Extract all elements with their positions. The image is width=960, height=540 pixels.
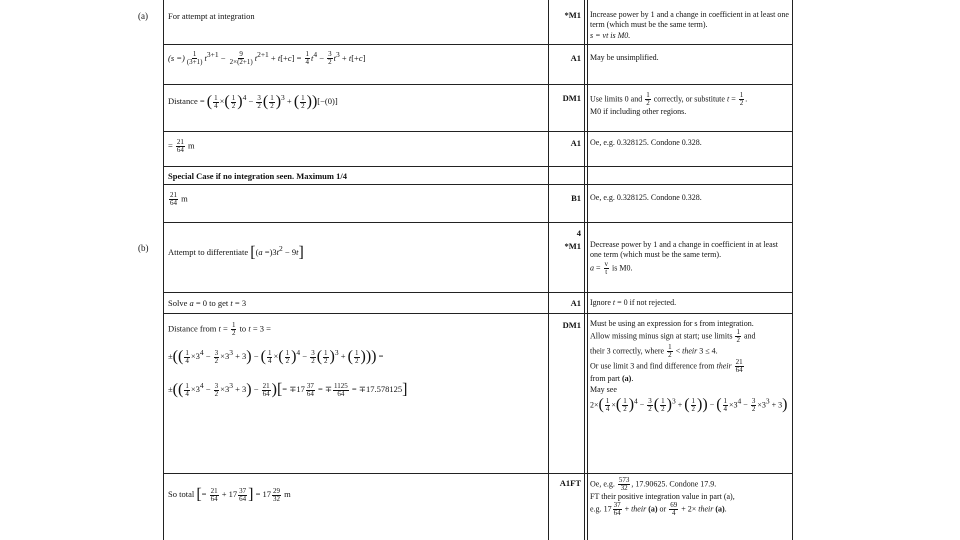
column-divider-guidance bbox=[587, 0, 588, 540]
part-a-total: 4 bbox=[576, 228, 581, 238]
mark-a1ft: A1FT bbox=[559, 478, 581, 488]
method-distance-range: Distance from t = $\frac{1}{2}$ to t = 3 = bbox=[168, 321, 271, 337]
row-divider bbox=[163, 184, 793, 185]
special-case-heading: Special Case if no integration seen. Maximum 1/4 bbox=[168, 171, 347, 181]
guidance-integration-expression: Must be using an expression for s from integration. Allow missing minus sign at start; use limits $\frac{1}{2}$ and their 3 correctly, where $\frac{1}{2}$ < their 3 ≤ 4. Or use limit 3 and find difference from their $\frac{21}{64}$ from part (a). May see 2×( $\frac{1}{4}$ ×( $\frac{1}{2}$ )$^4$ − $\frac{3}{2}$ ( $\frac{1}{2}$ )$^3$ + ( $\frac{1}{2}$ )) − ( $\frac{1}{4}$ $\times 3^4$ − $\frac{3}{2}$ $\times 3^3 + 3$) bbox=[590, 319, 788, 414]
part-a-label: (a) bbox=[138, 11, 148, 21]
method-differentiate: Attempt to differentiate $[(a =)3t^2 - 9t]$ bbox=[168, 244, 304, 261]
part-b-label: (b) bbox=[138, 243, 149, 253]
mark-a1: A1 bbox=[570, 298, 581, 308]
guidance-ignore: Ignore t = 0 if not rejected. bbox=[590, 298, 677, 307]
answer-a-special: $\frac{21}{64}$ m bbox=[170, 191, 188, 207]
column-divider-marks-right bbox=[584, 0, 585, 540]
mark-b1: B1 bbox=[571, 193, 581, 203]
method-integrated-expression: (s =) $\frac{1}{(3+1)}$ $t^{3+1}$ − $\frac{9}{2\times(2+1)}$ $t^{2+1} + t[+c]$ = $\frac{1}{4}$ $t^4$ − $\frac{3}{2}$ $t^3 + t[+c]$ bbox=[168, 50, 366, 67]
mark-m1: *M1 bbox=[564, 241, 581, 251]
row-divider bbox=[163, 473, 793, 474]
answer-a: = $\frac{21}{64}$ m bbox=[168, 138, 195, 154]
guidance-increase-power: Increase power by 1 and a change in coefficient in at least one term (which must be the same term). s = vt is M0. bbox=[590, 10, 789, 40]
mark-dm1: DM1 bbox=[562, 93, 581, 103]
method-distance-expression: Distance = ( $\frac{1}{4}$ ×( $\frac{1}{2}$ )$^4$ − $\frac{3}{2}$ ( $\frac{1}{2}$ )$^3$ + ( $\frac{1}{2}$ ))[−(0)] bbox=[168, 93, 338, 110]
mark-dm1: DM1 bbox=[562, 320, 581, 330]
column-divider-marks bbox=[548, 0, 549, 540]
guidance-limits: Use limits 0 and $\frac{1}{2}$ correctly, or substitute t = $\frac{1}{2}$ . M0 if including other regions. bbox=[590, 91, 748, 116]
row-divider bbox=[163, 222, 793, 223]
row-divider bbox=[163, 84, 793, 85]
method-distance-value: ±(( $\frac{1}{4}$ $\times 3^4$ − $\frac{3}{2}$ $\times 3^3 + 3$) − $\frac{21}{64}$ )[= ∓17 $\frac{37}{64}$ = ∓ $\frac{1125}{64}$ = ∓17.578125] bbox=[168, 381, 408, 398]
method-total: So total [= $\frac{21}{64}$ + 17 $\frac{37}{64}$ ] = 17 $\frac{29}{32}$ m bbox=[168, 486, 291, 503]
row-divider bbox=[163, 292, 793, 293]
row-divider bbox=[163, 131, 793, 132]
row-divider bbox=[163, 313, 793, 314]
guidance-total: Oe, e.g. $\frac{573}{32}$ , 17.90625. Condone 17.9. FT their positive integration value in part (a), e.g. 17 $\frac{37}{64}$ + their (a) or $\frac{69}{4}$ + 2× their (a). bbox=[590, 476, 735, 518]
mark-m1: *M1 bbox=[564, 10, 581, 20]
guidance-oe: Oe, e.g. 0.328125. Condone 0.328. bbox=[590, 193, 702, 202]
guidance-decrease-power: Decrease power by 1 and a change in coefficient in at least one term (which must be the same term). a = $\frac{v}{t}$ is M0. bbox=[590, 240, 778, 276]
row-divider bbox=[163, 166, 793, 167]
method-solve: Solve a = 0 to get t = 3 bbox=[168, 298, 247, 308]
guidance-oe: Oe, e.g. 0.328125. Condone 0.328. bbox=[590, 138, 702, 147]
guidance-unsimplified: May be unsimplified. bbox=[590, 53, 659, 62]
mark-a1: A1 bbox=[570, 138, 581, 148]
column-divider-right bbox=[792, 0, 793, 540]
row-divider bbox=[163, 44, 793, 45]
mark-a1: A1 bbox=[570, 53, 581, 63]
column-divider-left bbox=[163, 0, 164, 540]
method-distance-expansion: ±(( $\frac{1}{4}$ $\times 3^4$ − $\frac{3}{2}$ $\times 3^3 + 3$) − ( $\frac{1}{4}$ ×( $\frac{1}{2}$ )$^4$ − $\frac{3}{2}$ ( $\frac{1}{2}$ )$^3$ + ( $\frac{1}{2}$ ))) = bbox=[168, 348, 384, 365]
method-integration-attempt: For attempt at integration bbox=[168, 11, 255, 21]
